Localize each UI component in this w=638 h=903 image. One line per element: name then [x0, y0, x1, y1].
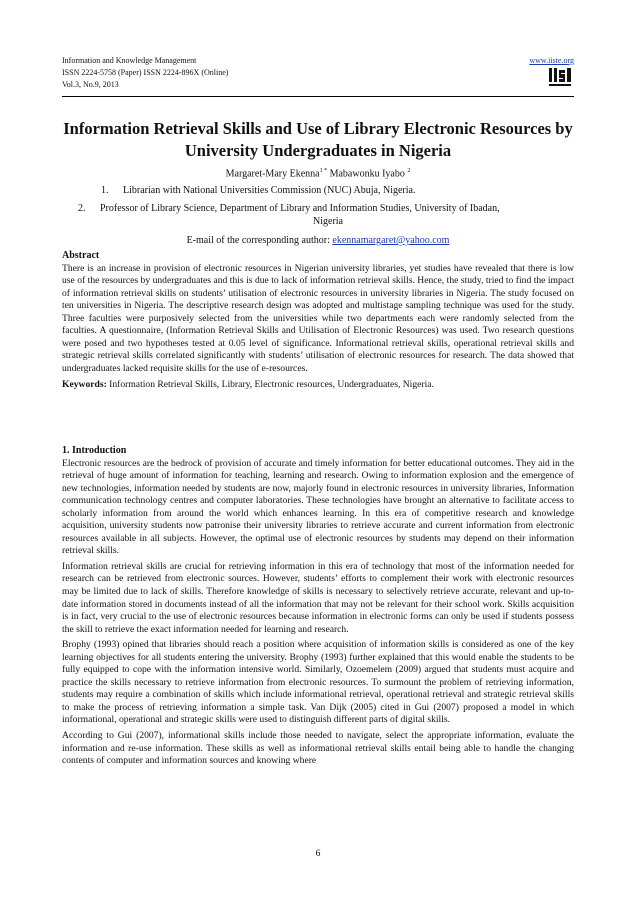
- abstract-heading: Abstract: [62, 250, 100, 261]
- header-divider: [62, 96, 574, 97]
- email-link[interactable]: ekennamargaret@yahoo.com: [332, 235, 450, 246]
- body-paragraph: According to Gui (2007), informational skills include those needed to navigate, select the appropriate information, evaluate the information and re-use information. These skills as well as informational retrieval skills entail being able to handle the changing contents of computer and information sources and knowing where: [62, 730, 574, 767]
- page-header: [62, 55, 574, 91]
- email-label: E-mail of the corresponding author:: [186, 235, 333, 246]
- body-paragraph: Information retrieval skills are crucial for retrieving information in this era of technology that most of the information needed for research can be retrieved from electronic sources. However, students’ efforts to complement their work with electronic resources may be limited due to lack of skills. Therefore knowledge of skills is necessary to selectively retrieve accurate, relevant and up-to-date information stored in documents instead of all the information that may not be relevant for their school work. Skills acquisition is in fact, very crucial to the use of electronic resources because information in electronic forms can only be used if students possess the skill to retrieve the exact information needed for learning and research.: [62, 560, 574, 635]
- journal-name: Information and Knowledge Management: [62, 56, 197, 65]
- page-number: 6: [315, 848, 321, 859]
- affiliation-text: Librarian with National Universities Commission (NUC) Abuja, Nigeria.: [123, 185, 416, 196]
- affiliation-2: [78, 202, 556, 228]
- paper-title: Information Retrieval Skills and Use of Library Electronic Resources by University Undergraduates in Nigeria: [63, 119, 573, 160]
- body-paragraph: Brophy (1993) opined that libraries should reach a position where acquisition of information skills is considered as one of the key learning objectives for all students entering the university. Brophy (1993) further explained that this would enable the students to be fully equipped to cope with the information intensive world. Similarly, Ozoemelem (2009) argued that students must acquire and practice the skills necessary to retrieve information from electronic resources. To surmount the problem of retrieving information, students may require a combination of skills which include informational retrieval, operational retrieval and strategic retrieval skills to make the process of retrieving information a simple task. Van Dijk (2005) cited in Gui (2007) proposed a model in which informational, operational and strategic skills were used to distinguish different parts of digital skills.: [62, 639, 574, 726]
- affiliation-number: 1.: [101, 185, 109, 196]
- volume-line: Vol.3, No.9, 2013: [62, 80, 119, 89]
- author-2-marker: 2: [407, 168, 411, 174]
- journal-url-link[interactable]: www.iiste.org: [529, 56, 574, 65]
- author-1-marker: 1 *: [319, 168, 328, 174]
- affiliation-1: [101, 184, 415, 197]
- iiste-logo-icon: [548, 66, 572, 88]
- issn-line: ISSN 2224-5758 (Paper) ISSN 2224-896X (Online): [62, 68, 229, 77]
- affiliation-text-continued: Nigeria: [313, 216, 343, 227]
- affiliation-text: Professor of Library Science, Department of Library and Information Studies, University of Ibadan,: [100, 203, 500, 214]
- body-paragraph: Electronic resources are the bedrock of provision of accurate and timely information for better educational outcomes. They aid in the retrieval of huge amount of information for teaching, learning and research. Owing to information explosion and the emergence of new technologies, information needed by students are now, majorly found in electronic resources in university libraries, Information communication technology centres and computer laboratories. These technologies have brought an alternative to facilitate access to scholarly information from around the world which enhances learning. In this era of competitive research and knowledge acquisition, university students now patronise their university libraries to retrieve accurate and current information from electronic resources available in all subjects. However, the optimal use of electronic resources by students may depend on their information retrieval skills.: [62, 457, 574, 557]
- abstract-text: There is an increase in provision of electronic resources in Nigerian university libraries, yet studies have revealed that there is low use of the resources by undergraduates and this is due to lack of information retrieval skills. Hence, the study, tried to find the impact of information retrieval skills on students’ utilisation of electronic resources in university libraries in Nigeria. The study focused on ten universities in Nigeria. The descriptive research design was adopted and multistage sampling technique was used for the study. Three faculties were purposively selected from the universities while two departments each were randomly selected from the faculties. A questionnaire, (Information Retrieval Skills and Utilisation of Electronic Resources) was used. Two research questions were posed and two hypotheses tested at 0.05 level of significance. Informational retrieval skills, operational retrieval skills and strategic retrieval skills correlated significantly with students’ utilisation of electronic resources for research. The data showed that undergraduates lacked requisite skills for the use of e-resources.: [62, 262, 574, 374]
- author-1-name: Margaret-Mary Ekenna: [225, 168, 320, 180]
- author-2-name: Mabawonku Iyabo: [327, 168, 408, 180]
- affiliation-number: 2.: [78, 203, 86, 214]
- keywords-label: Keywords:: [62, 379, 107, 391]
- introduction-heading: 1. Introduction: [62, 445, 127, 456]
- abstract-section: [62, 250, 574, 392]
- corresponding-email: [62, 234, 574, 247]
- keywords-line: [62, 379, 574, 392]
- introduction-section: [62, 445, 574, 768]
- author-line: [62, 165, 574, 180]
- keywords-text: Information Retrieval Skills, Library, Electronic resources, Undergraduates, Nigeria.: [106, 379, 434, 391]
